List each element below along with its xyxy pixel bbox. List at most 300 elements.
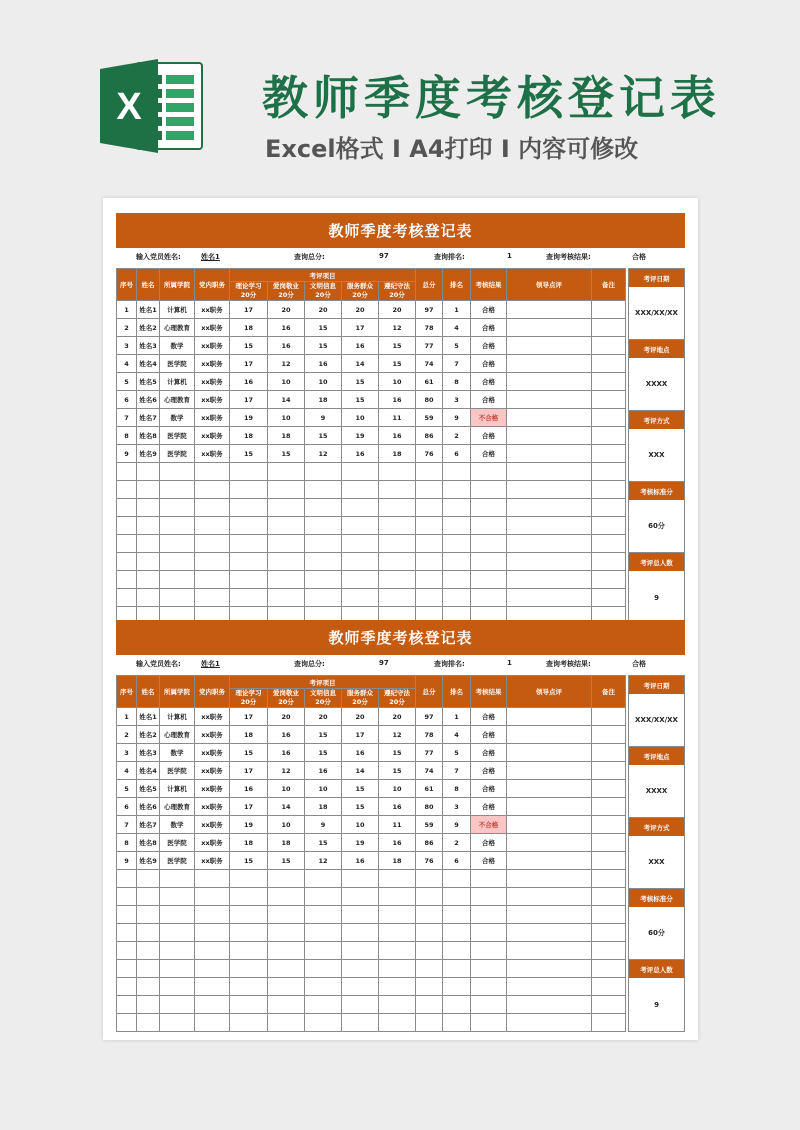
empty-cell[interactable] [230,906,268,924]
empty-cell[interactable] [416,481,443,499]
table-cell[interactable]: 15 [230,337,268,355]
table-cell[interactable]: 姓名8 [137,427,160,445]
table-cell[interactable]: 16 [379,798,416,816]
table-cell[interactable]: 姓名4 [137,762,160,780]
table-cell[interactable]: 姓名6 [137,391,160,409]
table-cell[interactable]: xx职务 [195,834,230,852]
table-cell[interactable]: 15 [342,391,379,409]
table-cell[interactable]: 97 [416,708,443,726]
empty-cell[interactable] [117,942,137,960]
empty-cell[interactable] [507,960,592,978]
empty-cell[interactable] [117,1014,137,1032]
table-cell[interactable]: 合格 [471,391,507,409]
empty-cell[interactable] [117,870,137,888]
empty-cell[interactable] [471,960,507,978]
table-cell[interactable]: xx职务 [195,427,230,445]
empty-cell[interactable] [305,996,342,1014]
table-cell[interactable]: 8 [443,780,471,798]
empty-cell[interactable] [342,499,379,517]
empty-cell[interactable] [160,924,195,942]
empty-cell[interactable] [137,888,160,906]
empty-cell[interactable] [137,553,160,571]
empty-cell[interactable] [305,942,342,960]
table-cell[interactable]: 1 [117,301,137,319]
empty-cell[interactable] [443,978,471,996]
empty-cell[interactable] [195,517,230,535]
table-cell[interactable]: 18 [379,445,416,463]
empty-cell[interactable] [592,870,626,888]
note-cell[interactable] [592,834,626,852]
empty-cell[interactable] [592,499,626,517]
empty-cell[interactable] [416,499,443,517]
empty-cell[interactable] [195,571,230,589]
table-cell[interactable]: 合格 [471,337,507,355]
query-name-input[interactable]: 姓名1 [201,253,220,261]
table-cell[interactable]: 计算机 [160,373,195,391]
table-cell[interactable]: 19 [230,409,268,427]
empty-cell[interactable] [342,517,379,535]
table-cell[interactable]: 4 [117,355,137,373]
empty-cell[interactable] [268,942,305,960]
empty-cell[interactable] [592,571,626,589]
table-cell[interactable]: 合格 [471,373,507,391]
side-value[interactable]: 60分 [629,907,684,960]
table-cell[interactable]: 20 [342,708,379,726]
table-cell[interactable]: 16 [268,319,305,337]
empty-cell[interactable] [160,571,195,589]
empty-cell[interactable] [230,942,268,960]
empty-cell[interactable] [160,960,195,978]
table-cell[interactable]: 74 [416,762,443,780]
empty-cell[interactable] [305,978,342,996]
table-cell[interactable]: 医学院 [160,834,195,852]
comment-cell[interactable] [507,816,592,834]
empty-cell[interactable] [379,517,416,535]
empty-cell[interactable] [507,942,592,960]
empty-cell[interactable] [305,888,342,906]
empty-cell[interactable] [471,924,507,942]
empty-cell[interactable] [195,499,230,517]
side-value[interactable]: XXXX [629,358,684,411]
empty-cell[interactable] [342,535,379,553]
empty-cell[interactable] [305,463,342,481]
empty-cell[interactable] [342,463,379,481]
table-cell[interactable]: xx职务 [195,708,230,726]
table-cell[interactable]: 6 [443,445,471,463]
table-cell[interactable]: 合格 [471,834,507,852]
table-cell[interactable]: xx职务 [195,816,230,834]
empty-cell[interactable] [416,978,443,996]
empty-cell[interactable] [117,924,137,942]
empty-cell[interactable] [416,924,443,942]
empty-cell[interactable] [305,906,342,924]
table-cell[interactable]: 15 [230,445,268,463]
table-cell[interactable]: 16 [379,391,416,409]
table-cell[interactable]: 18 [268,427,305,445]
table-cell[interactable]: 数学 [160,816,195,834]
table-cell[interactable]: 17 [230,391,268,409]
table-cell[interactable]: 计算机 [160,301,195,319]
table-cell[interactable]: 15 [268,852,305,870]
table-cell[interactable]: 16 [268,744,305,762]
table-cell[interactable]: 15 [379,337,416,355]
table-cell[interactable]: xx职务 [195,780,230,798]
empty-cell[interactable] [342,870,379,888]
comment-cell[interactable] [507,391,592,409]
empty-cell[interactable] [507,535,592,553]
table-cell[interactable]: 15 [230,852,268,870]
empty-cell[interactable] [471,996,507,1014]
table-cell[interactable]: 合格 [471,319,507,337]
table-cell[interactable]: 7 [117,409,137,427]
table-cell[interactable]: 不合格 [471,816,507,834]
empty-cell[interactable] [416,870,443,888]
empty-cell[interactable] [416,571,443,589]
table-cell[interactable]: 合格 [471,427,507,445]
empty-cell[interactable] [268,499,305,517]
table-cell[interactable]: 12 [268,355,305,373]
empty-cell[interactable] [268,870,305,888]
table-cell[interactable]: 15 [342,373,379,391]
empty-cell[interactable] [507,1014,592,1032]
table-cell[interactable]: 3 [117,744,137,762]
comment-cell[interactable] [507,445,592,463]
table-cell[interactable]: 86 [416,427,443,445]
table-cell[interactable]: 8 [443,373,471,391]
comment-cell[interactable] [507,852,592,870]
table-cell[interactable]: 姓名4 [137,355,160,373]
table-cell[interactable]: 9 [443,816,471,834]
table-cell[interactable]: 3 [443,391,471,409]
table-cell[interactable]: xx职务 [195,798,230,816]
table-cell[interactable]: 10 [379,373,416,391]
empty-cell[interactable] [117,517,137,535]
empty-cell[interactable] [117,535,137,553]
note-cell[interactable] [592,780,626,798]
table-cell[interactable]: 20 [379,708,416,726]
empty-cell[interactable] [230,924,268,942]
table-cell[interactable]: 8 [117,427,137,445]
table-cell[interactable]: 18 [230,834,268,852]
empty-cell[interactable] [195,978,230,996]
comment-cell[interactable] [507,762,592,780]
table-cell[interactable]: 17 [342,726,379,744]
note-cell[interactable] [592,373,626,391]
table-cell[interactable]: 姓名5 [137,780,160,798]
table-cell[interactable]: 20 [268,301,305,319]
empty-cell[interactable] [137,589,160,607]
table-cell[interactable]: 20 [342,301,379,319]
empty-cell[interactable] [379,499,416,517]
table-cell[interactable]: 76 [416,445,443,463]
table-cell[interactable]: 18 [305,391,342,409]
empty-cell[interactable] [471,906,507,924]
empty-cell[interactable] [379,960,416,978]
empty-cell[interactable] [471,553,507,571]
table-cell[interactable]: 80 [416,391,443,409]
table-cell[interactable]: xx职务 [195,373,230,391]
empty-cell[interactable] [592,1014,626,1032]
table-cell[interactable]: 5 [117,780,137,798]
empty-cell[interactable] [117,499,137,517]
empty-cell[interactable] [117,906,137,924]
table-cell[interactable]: 合格 [471,726,507,744]
table-cell[interactable]: xx职务 [195,337,230,355]
empty-cell[interactable] [195,463,230,481]
note-cell[interactable] [592,319,626,337]
note-cell[interactable] [592,427,626,445]
table-cell[interactable]: 59 [416,409,443,427]
table-cell[interactable]: 12 [268,762,305,780]
empty-cell[interactable] [592,978,626,996]
empty-cell[interactable] [507,571,592,589]
empty-cell[interactable] [471,870,507,888]
table-cell[interactable]: 14 [342,355,379,373]
empty-cell[interactable] [379,463,416,481]
empty-cell[interactable] [471,517,507,535]
empty-cell[interactable] [137,870,160,888]
table-cell[interactable]: 19 [230,816,268,834]
empty-cell[interactable] [195,1014,230,1032]
empty-cell[interactable] [592,888,626,906]
empty-cell[interactable] [137,960,160,978]
empty-cell[interactable] [195,481,230,499]
table-cell[interactable]: 医学院 [160,427,195,445]
table-cell[interactable]: 心理教育 [160,391,195,409]
empty-cell[interactable] [507,924,592,942]
empty-cell[interactable] [471,499,507,517]
table-cell[interactable]: 16 [268,337,305,355]
note-cell[interactable] [592,798,626,816]
empty-cell[interactable] [230,1014,268,1032]
table-cell[interactable]: 15 [305,726,342,744]
empty-cell[interactable] [268,888,305,906]
table-cell[interactable]: 61 [416,373,443,391]
empty-cell[interactable] [592,996,626,1014]
table-cell[interactable]: 12 [305,445,342,463]
empty-cell[interactable] [471,481,507,499]
table-cell[interactable]: 17 [230,708,268,726]
empty-cell[interactable] [471,888,507,906]
empty-cell[interactable] [117,888,137,906]
empty-cell[interactable] [507,978,592,996]
empty-cell[interactable] [443,942,471,960]
empty-cell[interactable] [507,481,592,499]
empty-cell[interactable] [137,571,160,589]
empty-cell[interactable] [160,517,195,535]
empty-cell[interactable] [507,553,592,571]
table-cell[interactable]: 9 [117,852,137,870]
empty-cell[interactable] [443,463,471,481]
empty-cell[interactable] [471,978,507,996]
table-cell[interactable]: 数学 [160,337,195,355]
empty-cell[interactable] [443,924,471,942]
note-cell[interactable] [592,708,626,726]
table-cell[interactable]: xx职务 [195,852,230,870]
empty-cell[interactable] [230,978,268,996]
table-cell[interactable]: 12 [379,319,416,337]
table-cell[interactable]: 15 [305,427,342,445]
empty-cell[interactable] [160,499,195,517]
table-cell[interactable]: xx职务 [195,744,230,762]
table-cell[interactable]: 2 [443,427,471,445]
table-cell[interactable]: 3 [443,798,471,816]
empty-cell[interactable] [507,499,592,517]
table-cell[interactable]: 合格 [471,301,507,319]
note-cell[interactable] [592,337,626,355]
table-cell[interactable]: 16 [305,355,342,373]
table-cell[interactable]: xx职务 [195,355,230,373]
empty-cell[interactable] [592,942,626,960]
empty-cell[interactable] [443,481,471,499]
empty-cell[interactable] [305,1014,342,1032]
empty-cell[interactable] [137,481,160,499]
table-cell[interactable]: 合格 [471,744,507,762]
table-cell[interactable]: 合格 [471,762,507,780]
table-cell[interactable]: 15 [305,337,342,355]
empty-cell[interactable] [160,888,195,906]
table-cell[interactable]: 15 [305,744,342,762]
table-cell[interactable]: 18 [230,427,268,445]
table-cell[interactable]: 1 [117,708,137,726]
table-cell[interactable]: 19 [342,834,379,852]
table-cell[interactable]: xx职务 [195,762,230,780]
table-cell[interactable]: 16 [230,780,268,798]
table-cell[interactable]: xx职务 [195,319,230,337]
empty-cell[interactable] [117,589,137,607]
empty-cell[interactable] [342,924,379,942]
empty-cell[interactable] [230,553,268,571]
empty-cell[interactable] [471,463,507,481]
empty-cell[interactable] [160,463,195,481]
empty-cell[interactable] [592,553,626,571]
empty-cell[interactable] [305,553,342,571]
table-cell[interactable]: 4 [117,762,137,780]
empty-cell[interactable] [379,996,416,1014]
table-cell[interactable]: 16 [342,852,379,870]
empty-cell[interactable] [305,960,342,978]
note-cell[interactable] [592,744,626,762]
table-cell[interactable]: 76 [416,852,443,870]
table-cell[interactable]: 医学院 [160,445,195,463]
empty-cell[interactable] [160,535,195,553]
empty-cell[interactable] [160,978,195,996]
table-cell[interactable]: 15 [268,445,305,463]
table-cell[interactable]: 7 [443,762,471,780]
table-cell[interactable]: 18 [230,319,268,337]
empty-cell[interactable] [137,906,160,924]
table-cell[interactable]: 合格 [471,355,507,373]
empty-cell[interactable] [443,499,471,517]
table-cell[interactable]: 74 [416,355,443,373]
empty-cell[interactable] [230,571,268,589]
empty-cell[interactable] [507,888,592,906]
empty-cell[interactable] [117,978,137,996]
table-cell[interactable]: xx职务 [195,409,230,427]
table-cell[interactable]: 17 [230,301,268,319]
empty-cell[interactable] [305,517,342,535]
empty-cell[interactable] [160,1014,195,1032]
empty-cell[interactable] [268,996,305,1014]
table-cell[interactable]: 姓名3 [137,744,160,762]
empty-cell[interactable] [416,996,443,1014]
table-cell[interactable]: 心理教育 [160,798,195,816]
comment-cell[interactable] [507,427,592,445]
empty-cell[interactable] [137,463,160,481]
empty-cell[interactable] [342,571,379,589]
empty-cell[interactable] [230,996,268,1014]
empty-cell[interactable] [416,535,443,553]
table-cell[interactable]: 姓名2 [137,726,160,744]
empty-cell[interactable] [305,535,342,553]
table-cell[interactable]: 姓名9 [137,445,160,463]
side-value[interactable]: 60分 [629,500,684,553]
empty-cell[interactable] [507,463,592,481]
empty-cell[interactable] [443,1014,471,1032]
empty-cell[interactable] [195,906,230,924]
table-cell[interactable]: 4 [443,319,471,337]
table-cell[interactable]: 15 [305,319,342,337]
table-cell[interactable]: 16 [342,445,379,463]
empty-cell[interactable] [230,499,268,517]
empty-cell[interactable] [342,996,379,1014]
empty-cell[interactable] [230,481,268,499]
note-cell[interactable] [592,762,626,780]
table-cell[interactable]: 20 [379,301,416,319]
empty-cell[interactable] [195,996,230,1014]
side-value[interactable]: 9 [654,1000,659,1009]
table-cell[interactable]: 数学 [160,409,195,427]
comment-cell[interactable] [507,708,592,726]
empty-cell[interactable] [230,463,268,481]
empty-cell[interactable] [443,517,471,535]
table-cell[interactable]: 14 [268,798,305,816]
empty-cell[interactable] [342,978,379,996]
note-cell[interactable] [592,301,626,319]
table-cell[interactable]: 姓名9 [137,852,160,870]
table-cell[interactable]: 姓名3 [137,337,160,355]
table-cell[interactable]: 17 [230,355,268,373]
table-cell[interactable]: 15 [379,355,416,373]
table-cell[interactable]: 4 [443,726,471,744]
comment-cell[interactable] [507,744,592,762]
empty-cell[interactable] [137,924,160,942]
empty-cell[interactable] [268,960,305,978]
empty-cell[interactable] [195,535,230,553]
empty-cell[interactable] [471,535,507,553]
empty-cell[interactable] [137,535,160,553]
empty-cell[interactable] [230,535,268,553]
empty-cell[interactable] [379,870,416,888]
empty-cell[interactable] [342,906,379,924]
table-cell[interactable]: 80 [416,798,443,816]
empty-cell[interactable] [195,924,230,942]
table-cell[interactable]: 15 [342,798,379,816]
table-cell[interactable]: 计算机 [160,708,195,726]
empty-cell[interactable] [592,960,626,978]
comment-cell[interactable] [507,798,592,816]
empty-cell[interactable] [305,481,342,499]
table-cell[interactable]: 姓名6 [137,798,160,816]
table-cell[interactable]: 10 [268,816,305,834]
table-cell[interactable]: 姓名1 [137,708,160,726]
table-cell[interactable]: 9 [443,409,471,427]
empty-cell[interactable] [592,481,626,499]
table-cell[interactable]: 10 [342,816,379,834]
empty-cell[interactable] [471,571,507,589]
empty-cell[interactable] [137,978,160,996]
empty-cell[interactable] [507,870,592,888]
